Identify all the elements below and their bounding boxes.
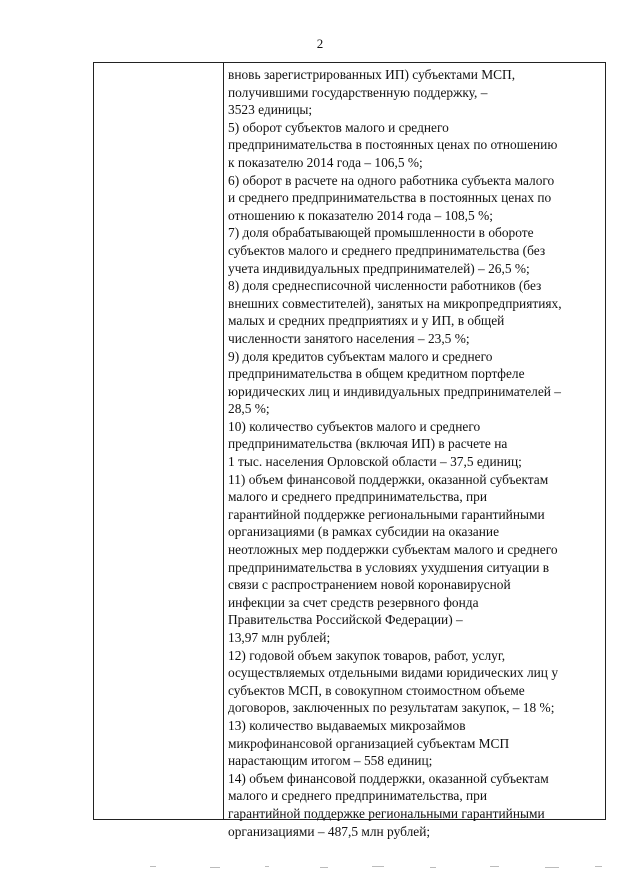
text-line: договоров, заключенных по результатам закупок, – 18 %;: [228, 700, 555, 716]
text-line: субъектов малого и среднего предпринимательства (без: [228, 242, 546, 258]
text-line: малого и среднего предпринимательства, при: [228, 788, 488, 804]
text-line: гарантийной поддержке региональными гарантийными: [228, 805, 545, 821]
text-line: 13) количество выдаваемых микрозаймов: [228, 717, 466, 733]
text-line: 7) доля обрабатывающей промышленности в обороте: [228, 225, 534, 241]
text-line: 8) доля среднесписочной численности работников (без: [228, 278, 542, 294]
text-line: осуществляемых отдельными видами юридических лиц у: [228, 665, 559, 681]
text-line: внешних совместителей), занятых на микропредприятиях,: [228, 295, 562, 311]
table-left-cell: [93, 62, 223, 820]
text-line: гарантийной поддержке региональными гарантийными: [228, 506, 545, 522]
text-line: 13,97 млн рублей;: [228, 630, 331, 645]
text-line: к показателю 2014 года – 106,5 %;: [228, 154, 423, 170]
text-line: юридических лиц и индивидуальных предпринимателей –: [228, 383, 561, 399]
text-line: нарастающим итогом – 558 единиц;: [228, 753, 433, 769]
text-line: 9) доля кредитов субъектам малого и среднего: [228, 348, 493, 364]
text-line: 1 тыс. населения Орловской области – 37,5 единиц;: [228, 454, 522, 470]
text-line: инфекции за счет средств резервного фонда: [228, 594, 479, 610]
text-line: предпринимательства в постоянных ценах по отношению: [228, 137, 558, 153]
text-line: субъектов МСП, в совокупном стоимостном объеме: [228, 682, 525, 698]
text-line: связи с распространением новой коронавирусной: [228, 577, 511, 593]
text-line: 28,5 %;: [228, 401, 270, 417]
text-line: микрофинансовой организацией субъектам МСП: [228, 735, 510, 751]
text-line: неотложных мер поддержки субъектам малого и среднего: [228, 542, 558, 558]
text-line: малого и среднего предпринимательства, при: [228, 489, 488, 505]
text-line: предпринимательства в общем кредитном портфеле: [228, 366, 525, 382]
text-line: 11) объем финансовой поддержки, оказанной субъектам: [228, 471, 549, 487]
text-line: численности занятого населения – 23,5 %;: [228, 330, 470, 346]
text-line: 12) годовой объем закупок товаров, работ, услуг,: [228, 647, 506, 663]
text-line: получившими государственную поддержку, –: [228, 84, 488, 100]
text-line: учета индивидуальных предпринимателей) – 26,5 %;: [228, 260, 530, 276]
text-line: малых и средних предприятиях и у ИП, в общей: [228, 313, 505, 329]
text-line: предпринимательства в условиях ухудшения ситуации в: [228, 559, 550, 575]
text-line: 3523 единицы;: [228, 102, 313, 118]
text-line: предпринимательства (включая ИП) в расчете на: [228, 436, 508, 452]
page-number: 2: [316, 36, 324, 51]
scan-noise: [0, 862, 640, 872]
text-line: вновь зарегистрированных ИП) субъектами МСП,: [228, 67, 516, 82]
text-line: отношению к показателю 2014 года – 108,5 %;: [228, 207, 493, 223]
text-line: организациями (в рамках субсидии на оказание: [228, 524, 500, 540]
table-right-cell: [228, 66, 604, 840]
column-divider: [223, 62, 224, 820]
text-line: организациями – 487,5 млн рублей;: [228, 823, 431, 839]
text-line: 5) оборот субъектов малого и среднего: [228, 119, 449, 135]
text-line: 6) оборот в расчете на одного работника субъекта малого: [228, 172, 555, 188]
text-line: Правительства Российской Федерации) –: [228, 612, 463, 628]
text-line: 14) объем финансовой поддержки, оказанной субъектам: [228, 770, 549, 786]
text-line: и среднего предпринимательства в постоянных ценах по: [228, 190, 552, 206]
text-line: 10) количество субъектов малого и среднего: [228, 418, 481, 434]
